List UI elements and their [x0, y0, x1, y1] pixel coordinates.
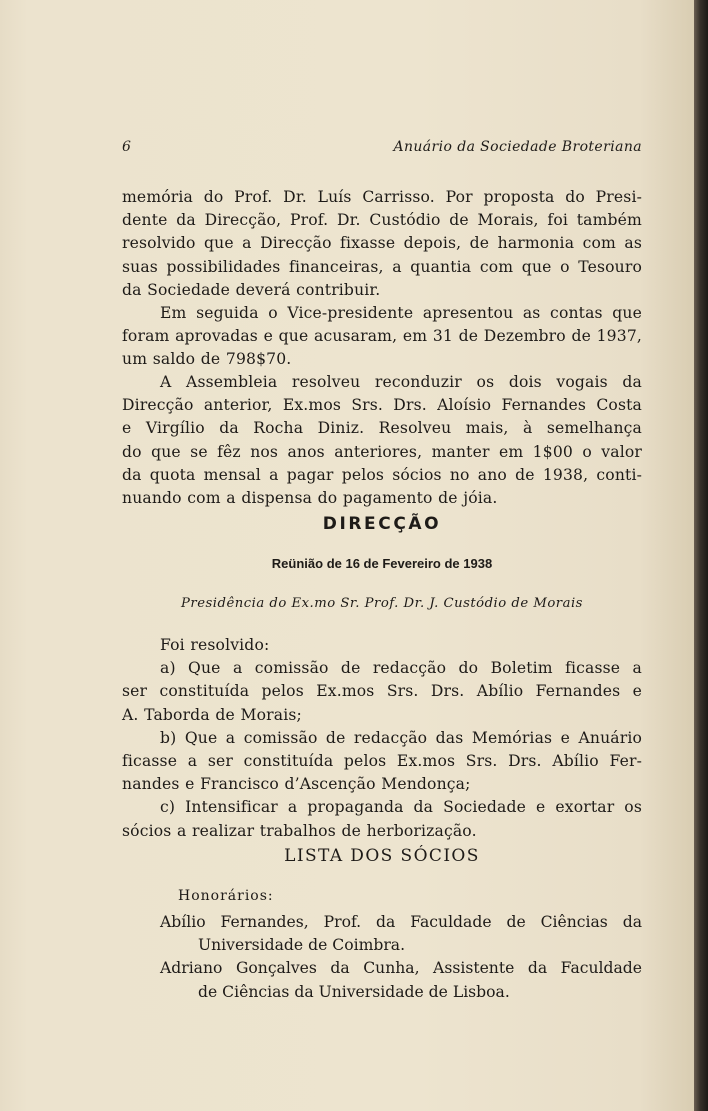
text-line: a) Que a comissão de redacção do Boletim ficasse a [160, 659, 642, 678]
text-line: nandes e Francisco d’Ascenção Mendonça; [122, 775, 471, 794]
text-line: ser constituída pelos Ex.mos Srs. Drs. Abílio Fernandes e [122, 682, 642, 701]
text-line: ficasse a ser constituída pelos Ex.mos Srs. Drs. Abílio Fer- [122, 751, 642, 770]
text-line: e Virgílio da Rocha Diniz. Resolveu mais, à semelhança [122, 419, 642, 438]
paragraph-carrisso [122, 186, 642, 302]
running-head [122, 139, 642, 161]
text-line: memória do Prof. Dr. Luís Carrisso. Por proposta do Presi- [122, 188, 642, 206]
page-number: 6 [122, 139, 131, 155]
paragraph-assembly [122, 371, 642, 510]
members-list [160, 911, 642, 1004]
text-line: c) Intensificar a propaganda da Sociedade e exortar os [160, 798, 642, 817]
text-line: Foi resolvido: [160, 636, 270, 654]
member-name-line: Abílio Fernandes, Prof. da Faculdade de Ciências da [160, 913, 642, 931]
journal-title: Anuário da Sociedade Broteriana [393, 139, 642, 155]
member-name-line: Adriano Gonçalves da Cunha, Assistente da Faculdade [160, 959, 642, 978]
paragraph-accounts [122, 302, 642, 372]
text-line: suas possibilidades financeiras, a quantia com que o Tesouro [122, 257, 642, 276]
member-detail-line: Universidade de Coimbra. [198, 936, 406, 955]
meeting-subtitle: Reünião de 16 de Fevereiro de 1938 [271, 556, 493, 571]
text-line: um saldo de 798$70. [122, 350, 292, 369]
text-line: nuando com a dispensa do pagamento de jóia. [122, 488, 498, 507]
text-line: A. Taborda de Morais; [122, 705, 302, 724]
text-line: A Assembleia resolveu reconduzir os dois vogais da [160, 373, 642, 391]
text-line: resolvido que a Direcção fixasse depois, de harmonia com as [122, 234, 642, 253]
section-title: DIRECÇÃO [322, 514, 442, 534]
text-line: foram aprovadas e que acusaram, em 31 de Dezembro de 1937, [122, 327, 642, 346]
text-line: dente da Direcção, Prof. Dr. Custódio de Morais, foi também [122, 211, 642, 230]
text-line: da Sociedade deverá contribuir. [122, 280, 381, 299]
members-list-title: LISTA DOS SÓCIOS [284, 846, 480, 866]
text-line: Em seguida o Vice-presidente apresentou as contas que [160, 304, 642, 322]
member-detail-line: de Ciências da Universidade de Lisboa. [198, 982, 510, 1001]
text-line: b) Que a comissão de redacção das Memórias e Anuário [160, 728, 642, 747]
page-edge [694, 0, 708, 1111]
list-item [160, 911, 642, 957]
presidency-line: Presidência do Ex.mo Sr. Prof. Dr. J. Custódio de Morais [181, 596, 583, 611]
resolutions-block [122, 634, 642, 843]
member-category: Honorários: [178, 888, 274, 904]
text-line: da quota mensal a pagar pelos sócios no ano de 1938, conti- [122, 465, 642, 484]
text-line: do que se fêz nos anos anteriores, manter em 1$00 o valor [122, 442, 642, 461]
text-line: sócios a realizar trabalhos de herborização. [122, 821, 477, 840]
text-line: Direcção anterior, Ex.mos Srs. Drs. Aloísio Fernandes Costa [122, 396, 642, 415]
list-item [160, 957, 642, 1003]
